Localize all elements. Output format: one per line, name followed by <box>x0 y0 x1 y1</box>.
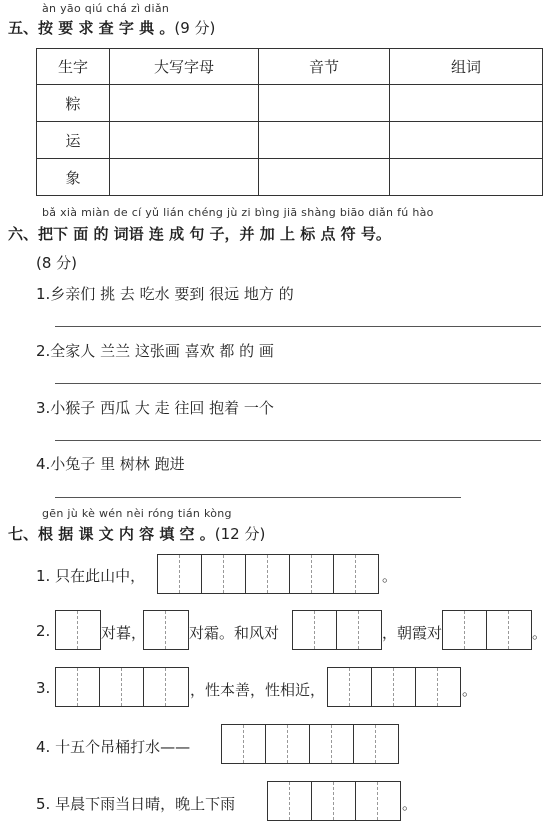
q3-answer-grid-2[interactable] <box>327 667 461 707</box>
header-character: 生字 <box>37 49 110 85</box>
answer-cell[interactable] <box>390 122 543 159</box>
row-character: 象 <box>37 159 110 196</box>
answer-cell[interactable] <box>259 85 390 122</box>
answer-cell[interactable] <box>390 85 543 122</box>
answer-line-2[interactable] <box>55 383 541 384</box>
section7-pinyin: gēn jù kè wén nèi róng tián kòng <box>42 507 232 520</box>
section7-heading <box>8 523 265 544</box>
q2-answer-grid-3[interactable] <box>292 610 382 650</box>
q2-number: 2. <box>36 622 51 640</box>
q2-answer-grid-4[interactable] <box>442 610 532 650</box>
q3-text-mid: ，性本善，性相近， <box>190 681 326 699</box>
section6-pinyin: bǎ xià miàn de cí yǔ lián chéng jù zi bìng jiā shàng biāo diǎn fú hào <box>42 206 434 219</box>
sentence-item-4: 4.小兔子 里 树林 跑进 <box>36 455 185 473</box>
answer-line-1[interactable] <box>55 326 541 327</box>
q3-text-end: 。 <box>462 681 478 699</box>
answer-line-4[interactable] <box>55 497 461 498</box>
q2-text-4: 。 <box>532 624 548 642</box>
row-character: 运 <box>37 122 110 159</box>
q4-text: 4. 十五个吊桶打水—— <box>36 738 191 756</box>
answer-line-3[interactable] <box>55 440 541 441</box>
answer-cell[interactable] <box>259 122 390 159</box>
q2-text-2: 对霜。和风对 <box>189 624 280 642</box>
row-character: 粽 <box>37 85 110 122</box>
section6-title: 六、把下 面 的 词语 连 成 句 子，并 加 上 标 点 符 号。 <box>8 225 391 243</box>
answer-cell[interactable] <box>390 159 543 196</box>
q1-prefix: 1. 只在此山中， <box>36 567 146 585</box>
section5-title: 五、按 要 求 查 字 典 。 <box>8 19 175 37</box>
section5-score: (9 分) <box>174 19 216 37</box>
q5-answer-grid[interactable] <box>267 781 401 821</box>
q2-text-3: ，朝霞对 <box>382 624 443 642</box>
q1-suffix: 。 <box>382 567 398 585</box>
q4-answer-grid[interactable] <box>221 724 399 764</box>
sentence-item-2: 2.全家人 兰兰 这张画 喜欢 都 的 画 <box>36 342 274 360</box>
answer-cell[interactable] <box>110 85 259 122</box>
q2-text-1: 对暮， <box>101 624 147 642</box>
dictionary-table <box>36 48 543 196</box>
section7-score: (12 分) <box>214 525 266 543</box>
q2-answer-grid-2[interactable] <box>143 610 189 650</box>
answer-cell[interactable] <box>110 159 259 196</box>
sentence-item-3: 3.小猴子 西瓜 大 走 往回 抱着 一个 <box>36 399 274 417</box>
q2-answer-grid-1[interactable] <box>55 610 101 650</box>
answer-cell[interactable] <box>110 122 259 159</box>
q3-answer-grid-1[interactable] <box>55 667 189 707</box>
section5-heading <box>8 17 215 38</box>
section5-pinyin: àn yāo qiú chá zì diǎn <box>42 2 170 15</box>
header-syllable: 音节 <box>259 49 390 85</box>
sentence-item-1: 1.乡亲们 挑 去 吃水 要到 很远 地方 的 <box>36 285 294 303</box>
header-word: 组词 <box>390 49 543 85</box>
answer-cell[interactable] <box>259 159 390 196</box>
q5-text: 5. 早晨下雨当日晴，晚上下雨 <box>36 795 236 813</box>
section7-title: 七、根 据 课 文 内 容 填 空 。 <box>8 525 215 543</box>
q1-answer-grid[interactable] <box>157 554 379 594</box>
header-capital-letter: 大写字母 <box>110 49 259 85</box>
q5-end: 。 <box>402 795 418 813</box>
section6-score: (8 分) <box>36 254 78 272</box>
q3-number: 3. <box>36 679 51 697</box>
